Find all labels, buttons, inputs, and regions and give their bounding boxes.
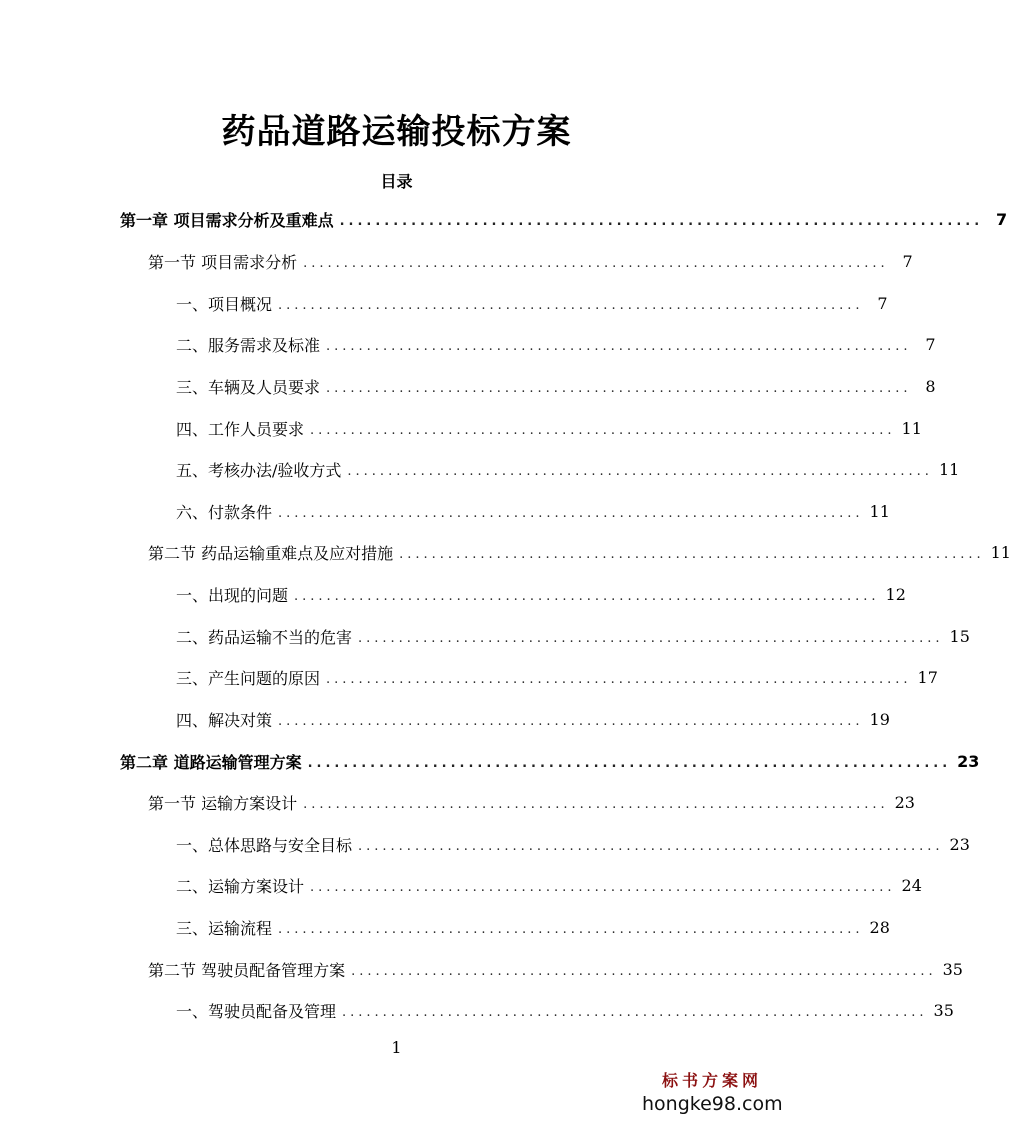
toc-entry-label: 四、工作人员要求 bbox=[176, 419, 305, 439]
toc-leader: ........................................................................ bbox=[278, 297, 864, 313]
toc-entry-label: 第二章 道路运输管理方案 bbox=[120, 752, 302, 772]
toc-leader: ........................................................................ bbox=[307, 755, 952, 771]
toc-leader: ........................................................................ bbox=[303, 255, 889, 271]
watermark-url: hongke98.com bbox=[642, 1093, 783, 1115]
toc-entry-page: 35 bbox=[942, 959, 963, 979]
toc-entry-label: 第二节 药品运输重难点及应对措施 bbox=[148, 543, 394, 563]
toc-leader: ........................................................................ bbox=[326, 380, 912, 396]
toc-entry-page: 19 bbox=[869, 709, 890, 729]
toc-entry-label: 四、解决对策 bbox=[176, 710, 273, 730]
toc-entry-label: 一、总体思路与安全目标 bbox=[176, 835, 353, 855]
toc-entry[interactable] bbox=[176, 454, 960, 484]
toc-leader: ........................................................................ bbox=[294, 588, 880, 604]
toc-entry[interactable] bbox=[120, 204, 1008, 234]
watermark-title: 标书方案网 bbox=[661, 1071, 762, 1090]
toc-entry-page: 23 bbox=[894, 792, 915, 812]
toc-leader: ........................................................................ bbox=[326, 671, 912, 687]
page-title: 药品道路运输投标方案 bbox=[221, 112, 572, 152]
toc-entry[interactable] bbox=[176, 496, 890, 526]
toc-entry-page: 17 bbox=[917, 667, 938, 687]
toc-entry-page: 28 bbox=[869, 917, 890, 937]
toc-leader: ........................................................................ bbox=[310, 879, 896, 895]
toc-entry-label: 一、驾驶员配备及管理 bbox=[176, 1001, 337, 1021]
toc-entry-label: 一、出现的问题 bbox=[176, 585, 289, 605]
toc-entry-label: 二、运输方案设计 bbox=[176, 876, 305, 896]
toc-entry-label: 二、药品运输不当的危害 bbox=[176, 627, 353, 647]
toc-leader: ........................................................................ bbox=[278, 713, 864, 729]
toc-entry-page: 23 bbox=[957, 751, 980, 771]
toc-leader: ........................................................................ bbox=[347, 463, 933, 479]
toc-entry-page: 7 bbox=[902, 251, 913, 271]
toc-leader: ........................................................................ bbox=[278, 921, 864, 937]
toc-entry[interactable] bbox=[148, 954, 963, 984]
toc-leader: ........................................................................ bbox=[358, 630, 944, 646]
toc-entry-label: 第一节 运输方案设计 bbox=[148, 793, 298, 813]
toc-entry-label: 五、考核办法/验收方式 bbox=[176, 460, 342, 480]
toc-entry-label: 三、产生问题的原因 bbox=[176, 668, 321, 688]
toc-entry-page: 8 bbox=[925, 376, 936, 396]
toc-entry[interactable] bbox=[176, 371, 936, 401]
toc-entry-label: 第一节 项目需求分析 bbox=[148, 252, 298, 272]
toc-leader: ........................................................................ bbox=[303, 796, 889, 812]
toc-entry[interactable] bbox=[176, 995, 954, 1025]
toc-entry[interactable] bbox=[176, 870, 922, 900]
toc-entry[interactable] bbox=[176, 288, 888, 318]
toc-leader: ........................................................................ bbox=[310, 422, 896, 438]
toc-entry-page: 23 bbox=[949, 834, 970, 854]
toc-leader: ........................................................................ bbox=[399, 546, 985, 562]
toc-entry-page: 7 bbox=[877, 293, 888, 313]
toc-leader: ........................................................................ bbox=[278, 505, 864, 521]
toc-entry-page: 35 bbox=[933, 1000, 954, 1020]
toc-entry-page: 7 bbox=[996, 209, 1008, 229]
toc-entry-label: 三、运输流程 bbox=[176, 918, 273, 938]
toc-entry[interactable] bbox=[176, 912, 890, 942]
toc-entry-page: 11 bbox=[938, 459, 960, 479]
toc-leader: ........................................................................ bbox=[339, 213, 984, 229]
toc-heading: 目录 bbox=[380, 172, 413, 191]
toc-entry-label: 一、项目概况 bbox=[176, 294, 273, 314]
toc-entry[interactable] bbox=[176, 829, 970, 859]
watermark-logo bbox=[642, 1068, 782, 1115]
toc-entry-page: 11 bbox=[901, 418, 922, 438]
toc-leader: ........................................................................ bbox=[326, 338, 912, 354]
toc-entry-page: 15 bbox=[949, 626, 970, 646]
toc-entry-label: 六、付款条件 bbox=[176, 502, 273, 522]
toc-leader: ........................................................................ bbox=[351, 963, 937, 979]
page-number: 1 bbox=[391, 1038, 402, 1057]
toc-entry-label: 第一章 项目需求分析及重难点 bbox=[120, 210, 334, 230]
toc-entry[interactable] bbox=[148, 246, 913, 276]
toc-entry[interactable] bbox=[176, 413, 922, 443]
toc-entry-label: 二、服务需求及标准 bbox=[176, 335, 321, 355]
toc-entry-page: 24 bbox=[901, 875, 922, 895]
toc-entry[interactable] bbox=[148, 787, 915, 817]
toc-entry-page: 11 bbox=[869, 501, 890, 521]
toc-entry-label: 第二节 驾驶员配备管理方案 bbox=[148, 960, 346, 980]
toc-entry[interactable] bbox=[176, 704, 890, 734]
toc-entry-page: 12 bbox=[885, 584, 906, 604]
toc-entry[interactable] bbox=[176, 579, 906, 609]
toc-entry[interactable] bbox=[148, 537, 1011, 567]
toc-entry[interactable] bbox=[176, 621, 970, 651]
toc-leader: ........................................................................ bbox=[342, 1004, 928, 1020]
toc-entry-page: 7 bbox=[925, 334, 936, 354]
toc-entry-page: 11 bbox=[990, 542, 1011, 562]
toc-leader: ........................................................................ bbox=[358, 838, 944, 854]
toc-entry[interactable] bbox=[120, 746, 980, 776]
toc-entry-label: 三、车辆及人员要求 bbox=[176, 377, 321, 397]
toc-entry[interactable] bbox=[176, 662, 938, 692]
toc-entry[interactable] bbox=[176, 329, 936, 359]
